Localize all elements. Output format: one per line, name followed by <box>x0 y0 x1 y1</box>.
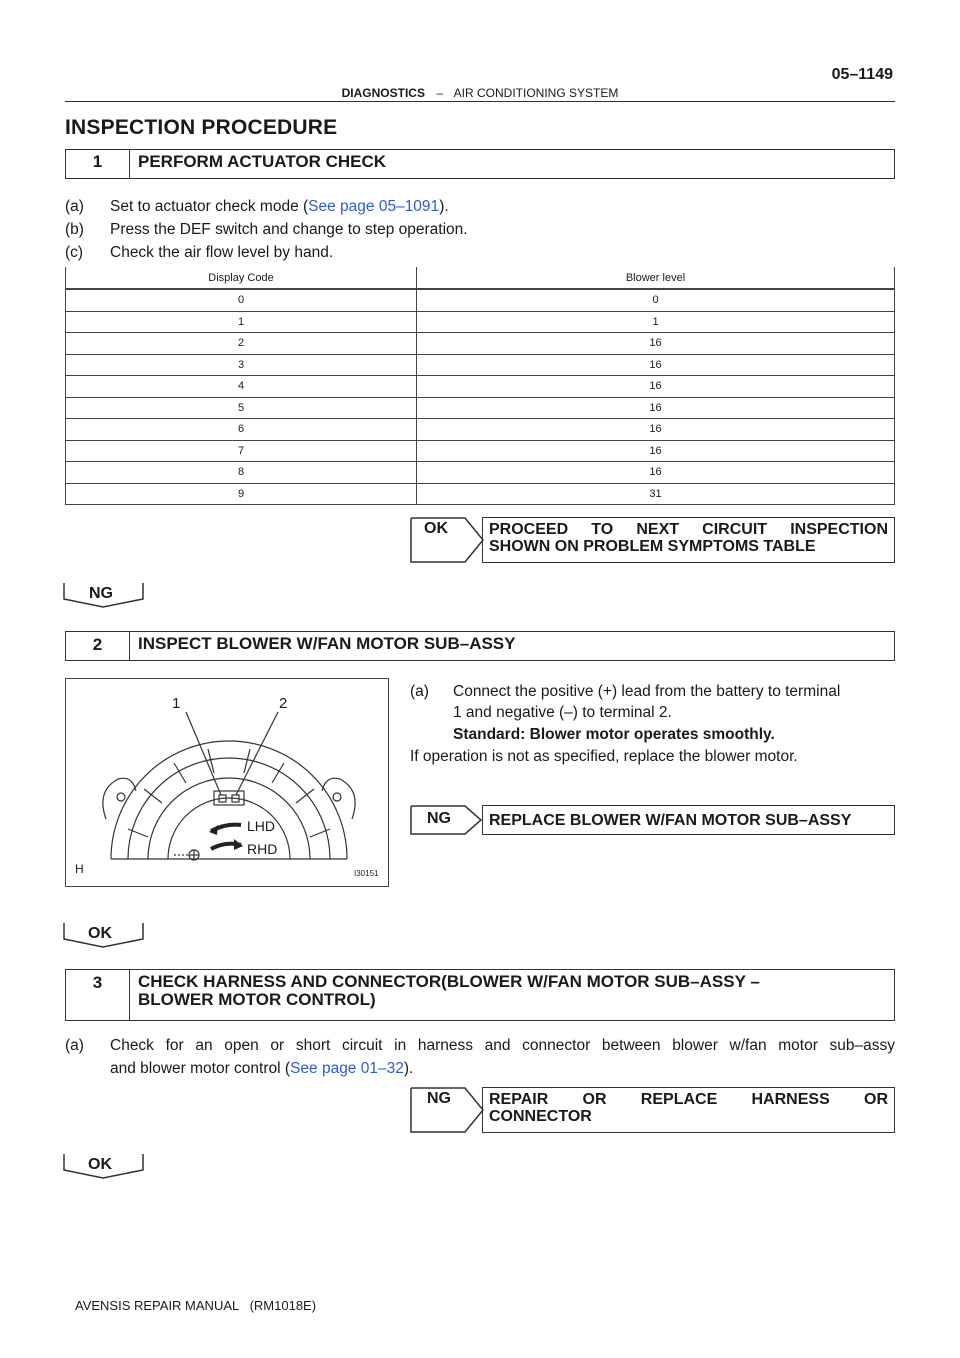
terminal-1-label: 1 <box>172 695 181 712</box>
table-cell: 9 <box>66 483 417 505</box>
item-text-end: ). <box>439 198 449 215</box>
blower-level-table <box>65 267 895 505</box>
blower-motor-diagram <box>66 679 388 886</box>
item-label: (c) <box>65 244 84 261</box>
table-row <box>66 440 895 462</box>
table-cell: 16 <box>417 440 895 462</box>
ok-flow-label: OK <box>88 1156 112 1173</box>
blower-motor-figure <box>65 678 389 887</box>
see-page-link[interactable]: See page 01–32 <box>290 1060 404 1077</box>
step-3-title-line-1: CHECK HARNESS AND CONNECTOR(BLOWER W/FAN MOTOR SUB–ASSY – <box>138 972 760 991</box>
item-text-line-1: Check for an open or short circuit in harness and connector between blower w/fan motor sub–assy <box>110 1037 895 1054</box>
table-row <box>66 333 895 355</box>
ng-result-box: REPLACE BLOWER W/FAN MOTOR SUB–ASSY <box>482 805 895 835</box>
lhd-label: LHD <box>247 818 276 834</box>
ok-tag <box>410 517 466 563</box>
item-text-line-2: 1 and negative (–) to terminal 2. <box>453 704 672 721</box>
item-text-line-1: Connect the positive (+) lead from the battery to terminal <box>453 683 841 700</box>
figure-code: I30151 <box>354 869 379 878</box>
step-2-number: 2 <box>66 632 130 660</box>
ok-result-line-1: PROCEED TO NEXT CIRCUIT INSPECTION <box>489 521 888 538</box>
header-section: DIAGNOSTICS <box>341 86 425 100</box>
ng-tag-label: NG <box>427 1090 451 1107</box>
table-cell: 1 <box>66 311 417 333</box>
item-label: (b) <box>65 221 84 238</box>
table-cell: 16 <box>417 376 895 398</box>
step-3-item-a-line-2 <box>110 1058 413 1079</box>
table-cell: 16 <box>417 333 895 355</box>
header-rule <box>65 101 895 102</box>
ng-flow-label: NG <box>89 585 113 602</box>
figure-corner-mark: H <box>75 862 84 876</box>
table-cell: 16 <box>417 354 895 376</box>
table-row <box>66 462 895 484</box>
table-cell: 2 <box>66 333 417 355</box>
item-text-end: ). <box>403 1060 414 1077</box>
table-cell: 1 <box>417 311 895 333</box>
step-3-title-line-2: BLOWER MOTOR CONTROL) <box>138 990 376 1009</box>
step-3-number: 3 <box>66 970 130 1020</box>
ng-flow-indicator <box>63 582 145 613</box>
step-1-title: PERFORM ACTUATOR CHECK <box>138 152 387 171</box>
item-label: (a) <box>410 683 429 700</box>
rhd-label: RHD <box>247 841 278 857</box>
running-header <box>0 86 960 100</box>
ok-tag-label: OK <box>424 520 448 537</box>
table-cell: 4 <box>66 376 417 398</box>
table-cell: 16 <box>417 397 895 419</box>
step-1-box <box>65 149 895 179</box>
step-1-number: 1 <box>66 150 130 178</box>
column-header-blower-level: Blower level <box>417 267 895 289</box>
ok-result-line-2: SHOWN ON PROBLEM SYMPTOMS TABLE <box>489 538 816 555</box>
replacement-note: If operation is not as specified, replace the blower motor. <box>410 748 798 765</box>
table-cell: 31 <box>417 483 895 505</box>
table-cell: 5 <box>66 397 417 419</box>
ng-result-line-1: REPAIR OR REPLACE HARNESS OR <box>489 1091 888 1108</box>
item-text: Set to actuator check mode ( <box>110 198 309 215</box>
column-header-display-code: Display Code <box>66 267 417 289</box>
table-row <box>66 419 895 441</box>
step-3-box <box>65 969 895 1021</box>
see-page-link[interactable]: See page 05–1091 <box>308 198 440 215</box>
page-title: INSPECTION PROCEDURE <box>65 116 338 139</box>
table-row <box>66 289 895 311</box>
table-cell: 0 <box>417 289 895 311</box>
item-label: (a) <box>65 1037 84 1054</box>
ng-result-box <box>482 1087 895 1133</box>
ok-flow-indicator <box>63 1153 145 1184</box>
header-separator: – <box>436 86 443 100</box>
table-row <box>66 483 895 505</box>
step-3-title <box>130 970 760 1020</box>
item-text: Press the DEF switch and change to step operation. <box>110 221 468 238</box>
step-1-ok-result <box>410 517 888 563</box>
table-cell: 3 <box>66 354 417 376</box>
table-cell: 16 <box>417 462 895 484</box>
table-row <box>66 376 895 398</box>
page-number: 05–1149 <box>831 66 893 83</box>
standard-spec: Standard: Blower motor operates smoothly. <box>453 726 775 743</box>
item-label: (a) <box>65 198 84 215</box>
table-row <box>66 354 895 376</box>
ng-result-line-2: CONNECTOR <box>489 1108 592 1125</box>
ok-flow-indicator <box>63 922 145 953</box>
table-header-row <box>66 267 895 289</box>
step-2-box <box>65 631 895 661</box>
step-2-title: INSPECT BLOWER W/FAN MOTOR SUB–ASSY <box>138 634 516 653</box>
table-cell: 6 <box>66 419 417 441</box>
item-text: and blower motor control ( <box>110 1060 291 1077</box>
item-text: Check the air flow level by hand. <box>110 244 334 261</box>
table-cell: 16 <box>417 419 895 441</box>
terminal-2-label: 2 <box>279 695 288 712</box>
table-row <box>66 311 895 333</box>
table-cell: 8 <box>66 462 417 484</box>
table-cell: 7 <box>66 440 417 462</box>
table-row <box>66 397 895 419</box>
ng-tag-label: NG <box>427 810 451 827</box>
ok-result-box <box>482 517 895 563</box>
footer-manual-id: AVENSIS REPAIR MANUAL (RM1018E) <box>75 1298 317 1313</box>
header-subsection: AIR CONDITIONING SYSTEM <box>453 86 619 100</box>
ok-flow-label: OK <box>88 925 112 942</box>
table-cell: 0 <box>66 289 417 311</box>
